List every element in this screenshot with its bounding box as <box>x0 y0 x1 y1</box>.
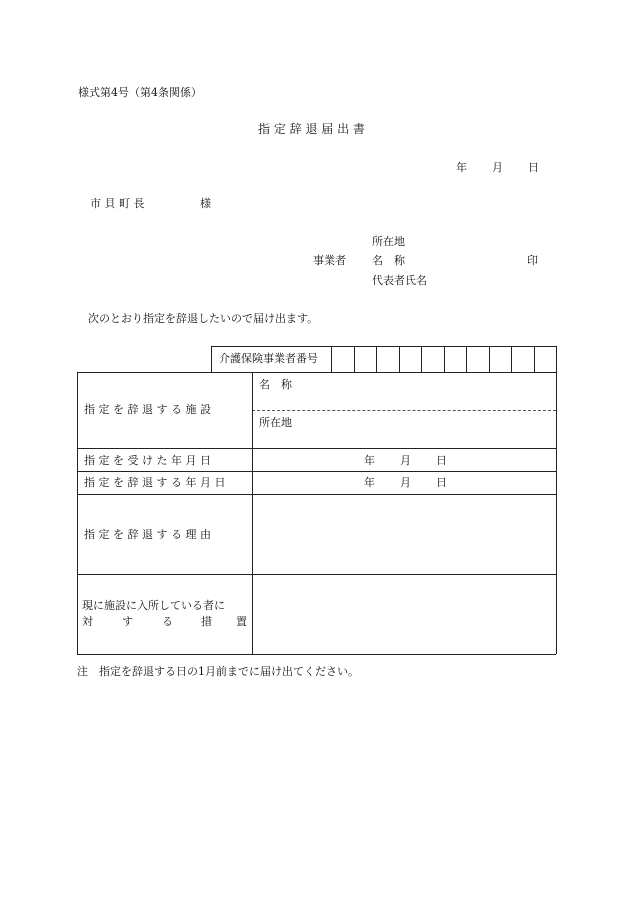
recipient-name: 市 貝 町 長 <box>90 197 145 210</box>
insurance-number-digit-box[interactable] <box>534 346 535 372</box>
insurance-number-digit-box[interactable] <box>354 346 355 372</box>
date-year-label: 年 <box>456 161 467 174</box>
reason-field[interactable] <box>253 495 555 573</box>
applicant-rep-label: 代表者氏名 <box>372 274 427 287</box>
designated-month: 月 <box>400 454 411 467</box>
insurance-number-digit-box[interactable] <box>466 346 467 372</box>
insurance-number-digit-box[interactable] <box>489 346 490 372</box>
seal-mark: 印 <box>527 254 538 267</box>
facility-address-label: 所在地 <box>259 416 292 429</box>
measures-label-char-4: 措 <box>201 615 212 628</box>
designated-year: 年 <box>364 454 375 467</box>
measures-label-char-3: る <box>162 615 173 628</box>
withdraw-month: 月 <box>400 476 411 489</box>
facility-name-label: 名 称 <box>259 378 292 391</box>
intro-text: 次のとおり指定を辞退したいので届け出ます。 <box>88 312 319 325</box>
insurance-number-label: 介護保険事業者番号 <box>219 352 318 365</box>
reason-label: 指 定 を 辞 退 す る 理 由 <box>84 528 211 541</box>
document-title: 指 定 辞 退 届 出 書 <box>258 122 365 136</box>
insurance-number-digit-box[interactable] <box>511 346 512 372</box>
date-month-label: 月 <box>492 161 503 174</box>
insurance-number-digit-box[interactable] <box>376 346 377 372</box>
designated-day: 日 <box>436 454 447 467</box>
measures-label-char-5: 置 <box>236 615 247 628</box>
insurance-number-digit-box[interactable] <box>444 346 445 372</box>
measures-label-char-2: す <box>122 615 133 628</box>
measures-label-line1: 現に施設に入所している者に <box>82 599 225 612</box>
form-id: 様式第4号（第4条関係） <box>78 86 202 99</box>
measures-field[interactable] <box>253 575 555 653</box>
insurance-number-digit-box[interactable] <box>421 346 422 372</box>
facility-label: 指 定 を 辞 退 す る 施 設 <box>84 403 211 416</box>
footnote: 注 指定を辞退する日の1月前までに届け出てください。 <box>77 665 359 678</box>
applicant-name-label: 名 称 <box>372 254 405 267</box>
facility-name-field[interactable] <box>253 373 555 409</box>
withdraw-date-label: 指 定 を 辞 退 す る 年 月 日 <box>84 476 226 489</box>
applicant-label: 事業者 <box>313 254 346 267</box>
measures-label-char-1: 対 <box>82 615 93 628</box>
insurance-number-digit-box[interactable] <box>399 346 400 372</box>
withdraw-year: 年 <box>364 476 375 489</box>
applicant-address-label: 所在地 <box>372 235 405 248</box>
facility-address-field[interactable] <box>253 411 555 447</box>
date-day-label: 日 <box>528 161 539 174</box>
recipient-honorific: 様 <box>200 197 211 210</box>
insurance-number-digit-box[interactable] <box>331 346 332 372</box>
designated-date-label: 指 定 を 受 け た 年 月 日 <box>84 454 211 467</box>
withdraw-day: 日 <box>436 476 447 489</box>
